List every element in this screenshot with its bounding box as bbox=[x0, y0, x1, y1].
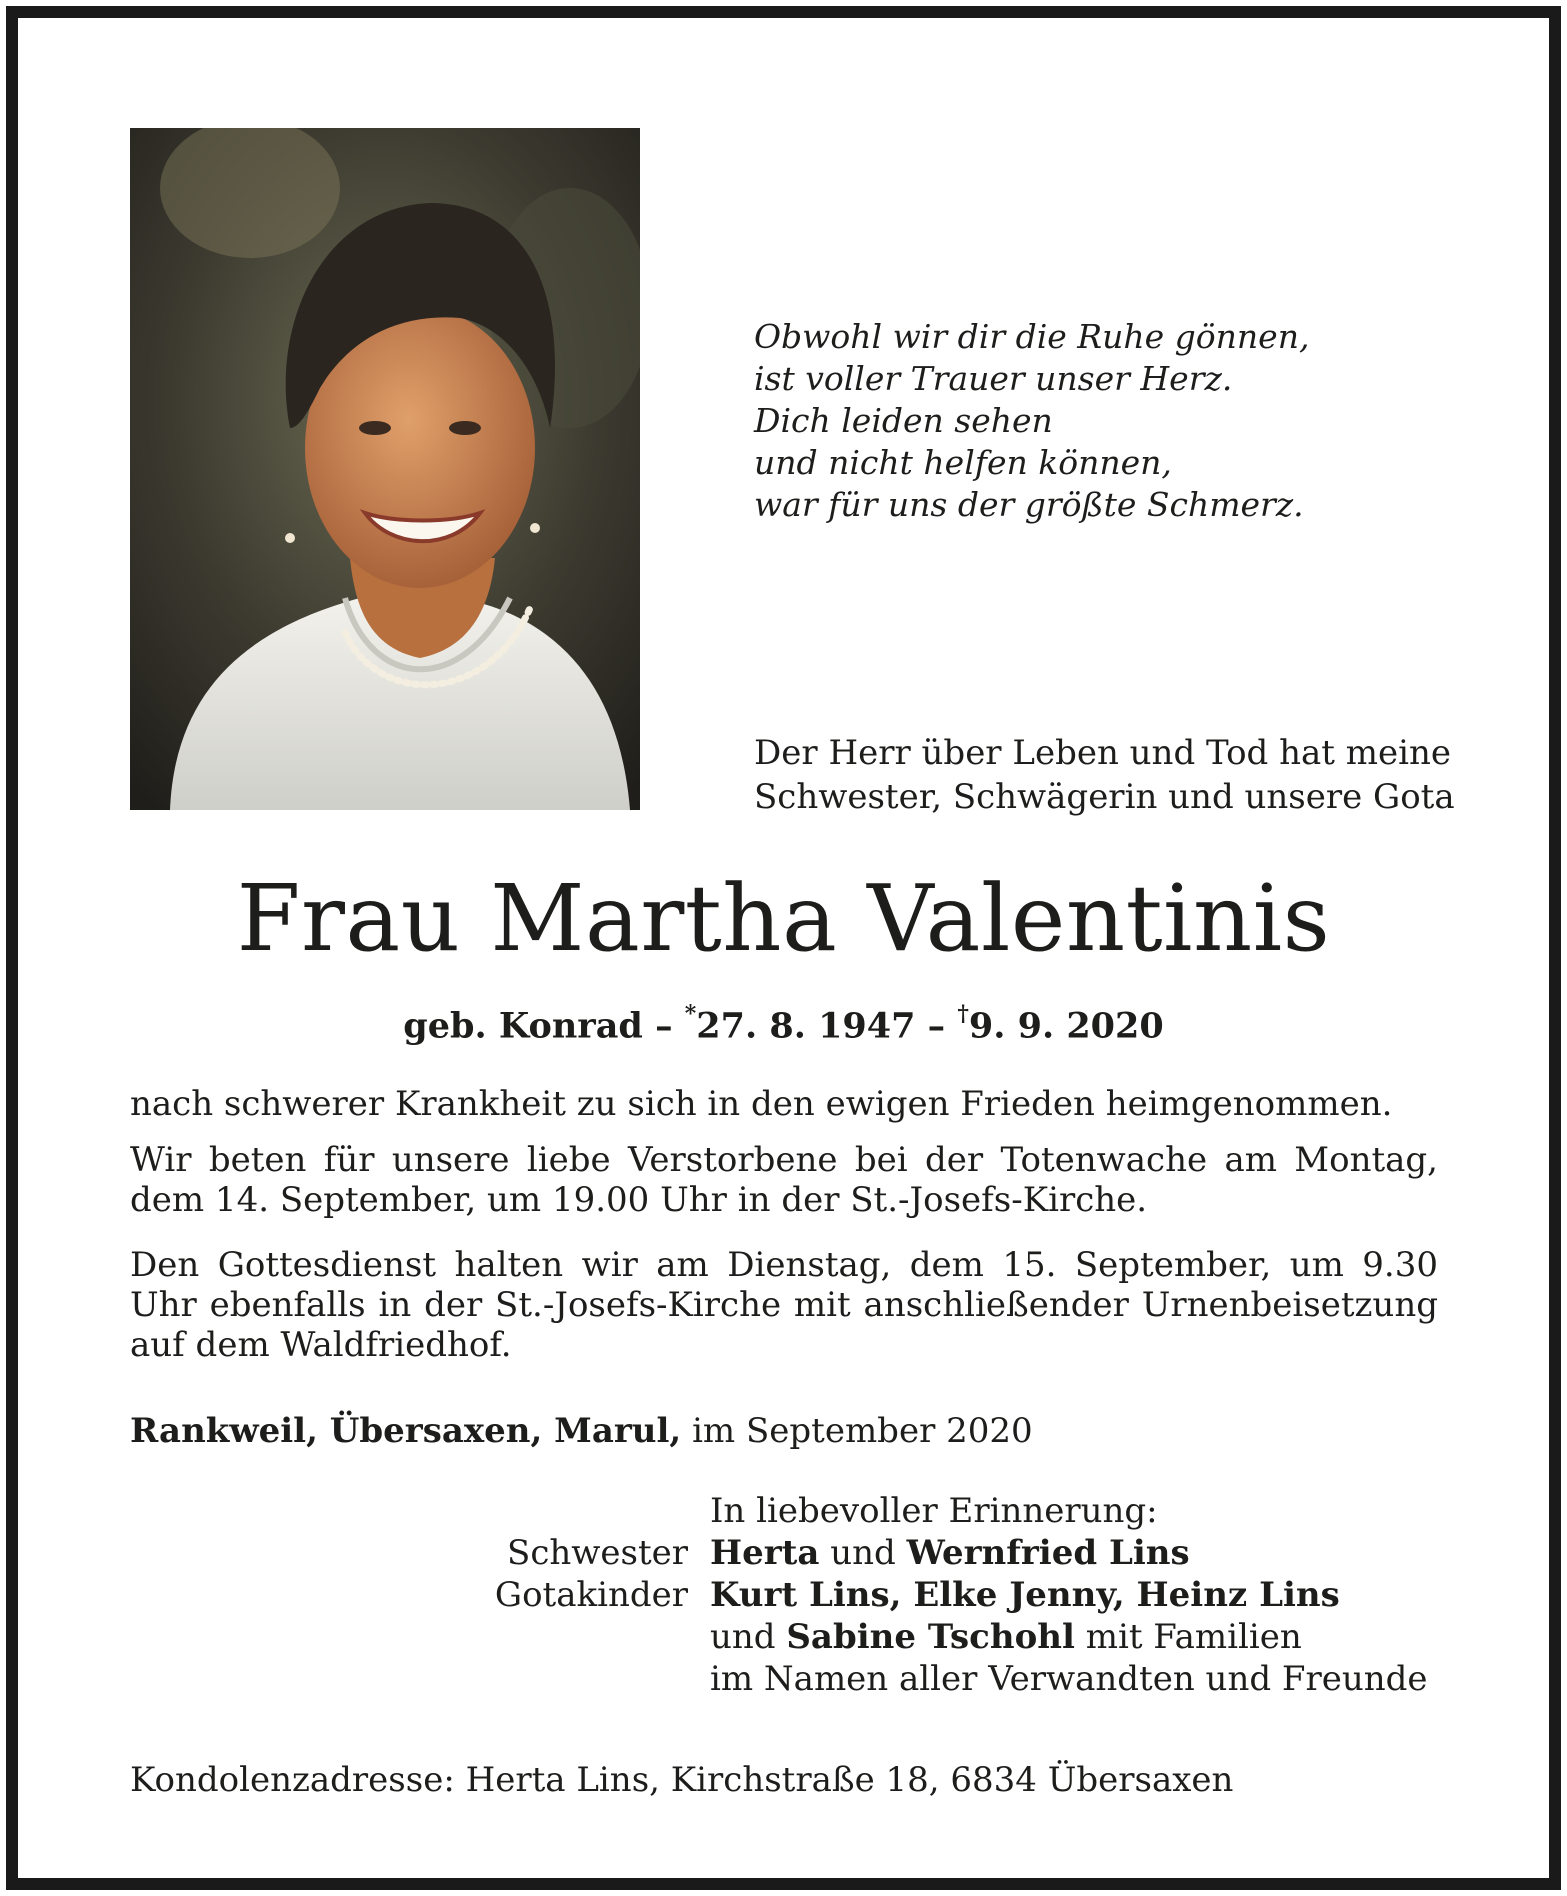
death-date: 9. 9. 2020 bbox=[968, 1005, 1164, 1047]
notice-date: im September 2020 bbox=[692, 1411, 1033, 1451]
condolence-address: Kondolenzadresse: Herta Lins, Kirchstraße 18, 6834 Übersaxen bbox=[130, 1760, 1234, 1800]
birth-symbol: * bbox=[684, 1001, 697, 1027]
conjunction: und bbox=[830, 1533, 896, 1573]
verse-line: ist voller Trauer unser Herz. bbox=[754, 359, 1233, 398]
verse-line: war für uns der größte Schmerz. bbox=[754, 485, 1304, 524]
mourners-closing: im Namen aller Verwandten und Freunde bbox=[710, 1659, 1428, 1699]
conjunction: und bbox=[710, 1617, 776, 1657]
separator-dash: – bbox=[927, 1005, 946, 1047]
maiden-name: geb. Konrad bbox=[403, 1005, 643, 1047]
place-names: Rankweil, Übersaxen, Marul, bbox=[130, 1411, 682, 1451]
portrait-photo bbox=[130, 128, 640, 810]
intro-line: Schwester, Schwägerin und unsere Gota bbox=[754, 777, 1455, 817]
paragraph-death-notice: nach schwerer Krankheit zu sich in den ewigen Frieden heimgenommen. bbox=[130, 1084, 1393, 1124]
mourners-block bbox=[440, 1490, 1428, 1700]
death-symbol: † bbox=[957, 1001, 969, 1027]
deceased-name: Frau Martha Valentinis bbox=[236, 865, 1331, 972]
with-families: mit Familien bbox=[1085, 1617, 1302, 1657]
verse-line: Obwohl wir dir die Ruhe gönnen, bbox=[754, 317, 1310, 356]
portrait-photo-icon bbox=[130, 128, 640, 810]
sister-label: Schwester bbox=[507, 1533, 688, 1573]
mourner-name: Wernfried Lins bbox=[906, 1533, 1190, 1573]
verse-line: Dich leiden sehen bbox=[754, 401, 1053, 440]
separator-dash: – bbox=[655, 1005, 673, 1047]
mourner-names: Kurt Lins, Elke Jenny, Heinz Lins bbox=[710, 1575, 1340, 1615]
paragraph-service: Den Gottesdienst halten wir am Dienstag, dem 15. September, um 9.30 Uhr ebenfalls in der St.-Josefs-Kirche mit anschließender Urnenbeisetzung auf dem Waldfriedhof. bbox=[130, 1245, 1438, 1365]
life-dates bbox=[0, 995, 1567, 1050]
memorial-verse bbox=[754, 316, 1309, 526]
intro-line: Der Herr über Leben und Tod hat meine bbox=[754, 733, 1451, 773]
paragraph-vigil: Wir beten für unsere liebe Verstorbene bei der Totenwache am Montag, dem 14. September, um 19.00 Uhr in der St.-Josefs-Kirche. bbox=[130, 1140, 1438, 1220]
godchildren-label: Gotakinder bbox=[494, 1575, 688, 1615]
verse-line: und nicht helfen können, bbox=[754, 443, 1172, 482]
place-and-date bbox=[130, 1409, 1033, 1453]
announcement-intro bbox=[754, 731, 1455, 819]
mourners-heading: In liebevoller Erinnerung: bbox=[710, 1491, 1158, 1531]
mourner-name: Sabine Tschohl bbox=[786, 1617, 1075, 1657]
mourner-name: Herta bbox=[710, 1533, 820, 1573]
birth-date: 27. 8. 1947 bbox=[696, 1005, 916, 1047]
